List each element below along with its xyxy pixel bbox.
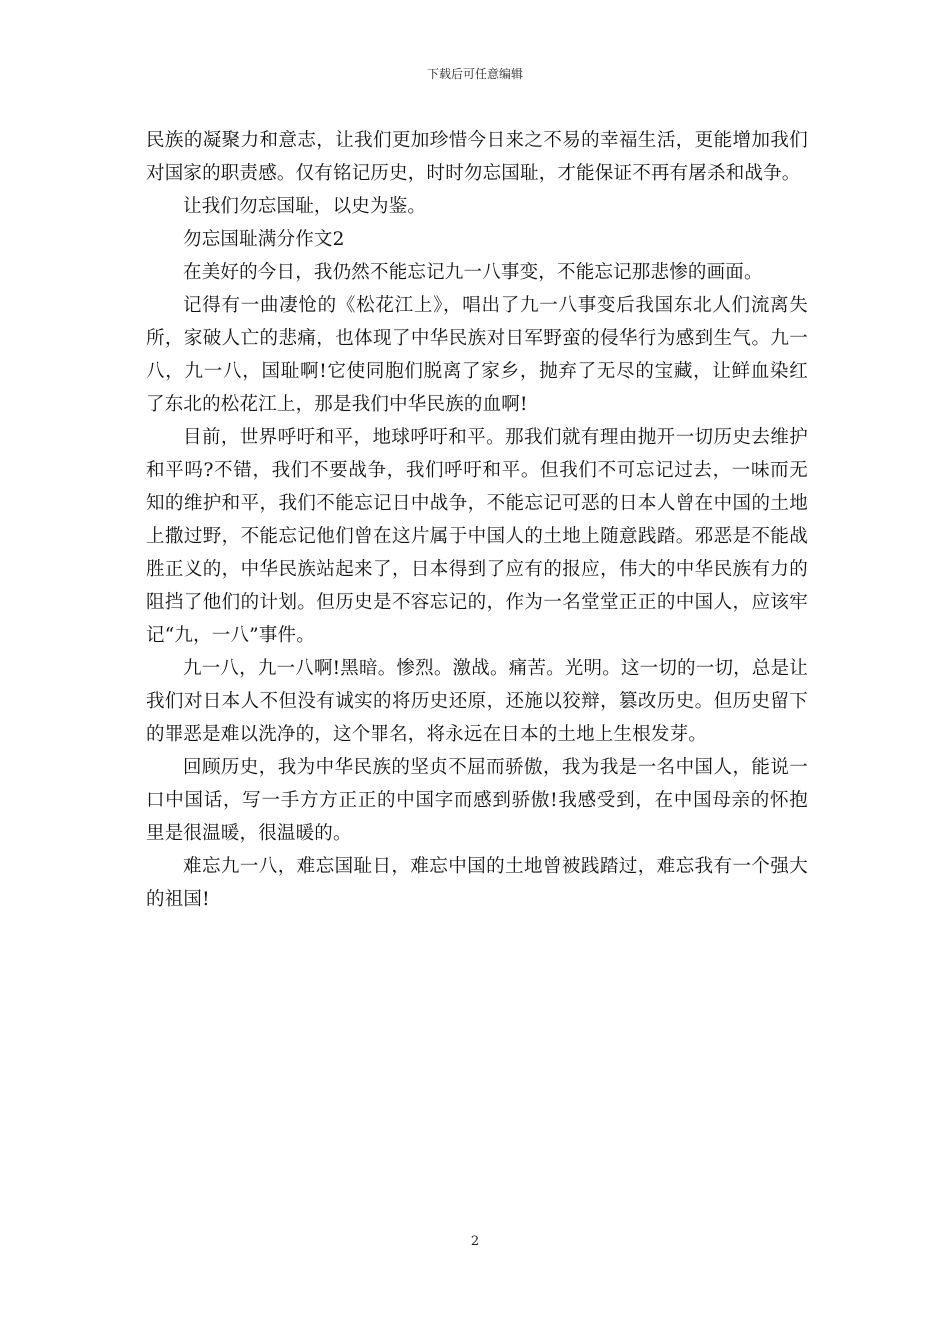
page-header: 下载后可任意编辑 [426,67,523,81]
page-number: 2 [470,1234,480,1249]
paragraph-continuation: 民族的凝聚力和意志，让我们更加珍惜今日来之不易的幸福生活，更能增加我们对国家的职责感。仅有铭记历史，时时勿忘国耻，才能保证不再有屠杀和战争。 [146,130,808,184]
paragraph: 回顾历史，我为中华民族的坚贞不屈而骄傲，我为我是一名中国人，能说一口中国话，写一手方方正正的中国字而感到骄傲!我感受到，在中国母亲的怀抱里是很温暖，很温暖的。 [146,757,808,844]
paragraph: 难忘九一八，难忘国耻日，难忘中国的土地曾被践踏过，难忘我有一个强大的祖国! [146,856,808,910]
paragraph: 记得有一曲凄怆的《松花江上》，唱出了九一八事变后我国东北人们流离失所，家破人亡的悲痛，也体现了中华民族对日军野蛮的侵华行为感到生气。九一八，九一八，国耻啊!它使同胞们脱离了家乡，抛弃了无尽的宝藏，让鲜血染红了东北的松花江上，那是我们中华民族的血啊! [146,295,808,415]
paragraph-motto: 让我们勿忘国耻，以史为鉴。 [183,196,427,217]
essay-title: 勿忘国耻满分作文2 [183,229,345,250]
paragraph: 目前，世界呼吁和平，地球呼吁和平。那我们就有理由抛开一切历史去维护和平吗?不错，我们不要战争，我们呼吁和平。但我们不可忘记过去，一味而无知的维护和平，我们不能忘记日中战争，不能忘记可恶的日本人曾在中国的土地上撒过野，不能忘记他们曾在这片属于中国人的土地上随意践踏。邪恶是不能战胜正义的，中华民族站起来了，日本得到了应有的报应，伟大的中华民族有力的阻挡了他们的计划。但历史是不容忘记的，作为一名堂堂正正的中国人，应该牢记“九，一八”事件。 [146,427,808,646]
document-body [146,124,808,916]
paragraph: 九一八，九一八啊!黑暗。惨烈。激战。痛苦。光明。这一切的一切，总是让我们对日本人不但没有诚实的将历史还原，还施以狡辩，篡改历史。但历史留下的罪恶是难以洗净的，这个罪名，将永远在日本的土地上生根发芽。 [146,658,808,745]
paragraph: 在美好的今日，我仍然不能忘记九一八事变，不能忘记那悲惨的画面。 [183,262,763,283]
